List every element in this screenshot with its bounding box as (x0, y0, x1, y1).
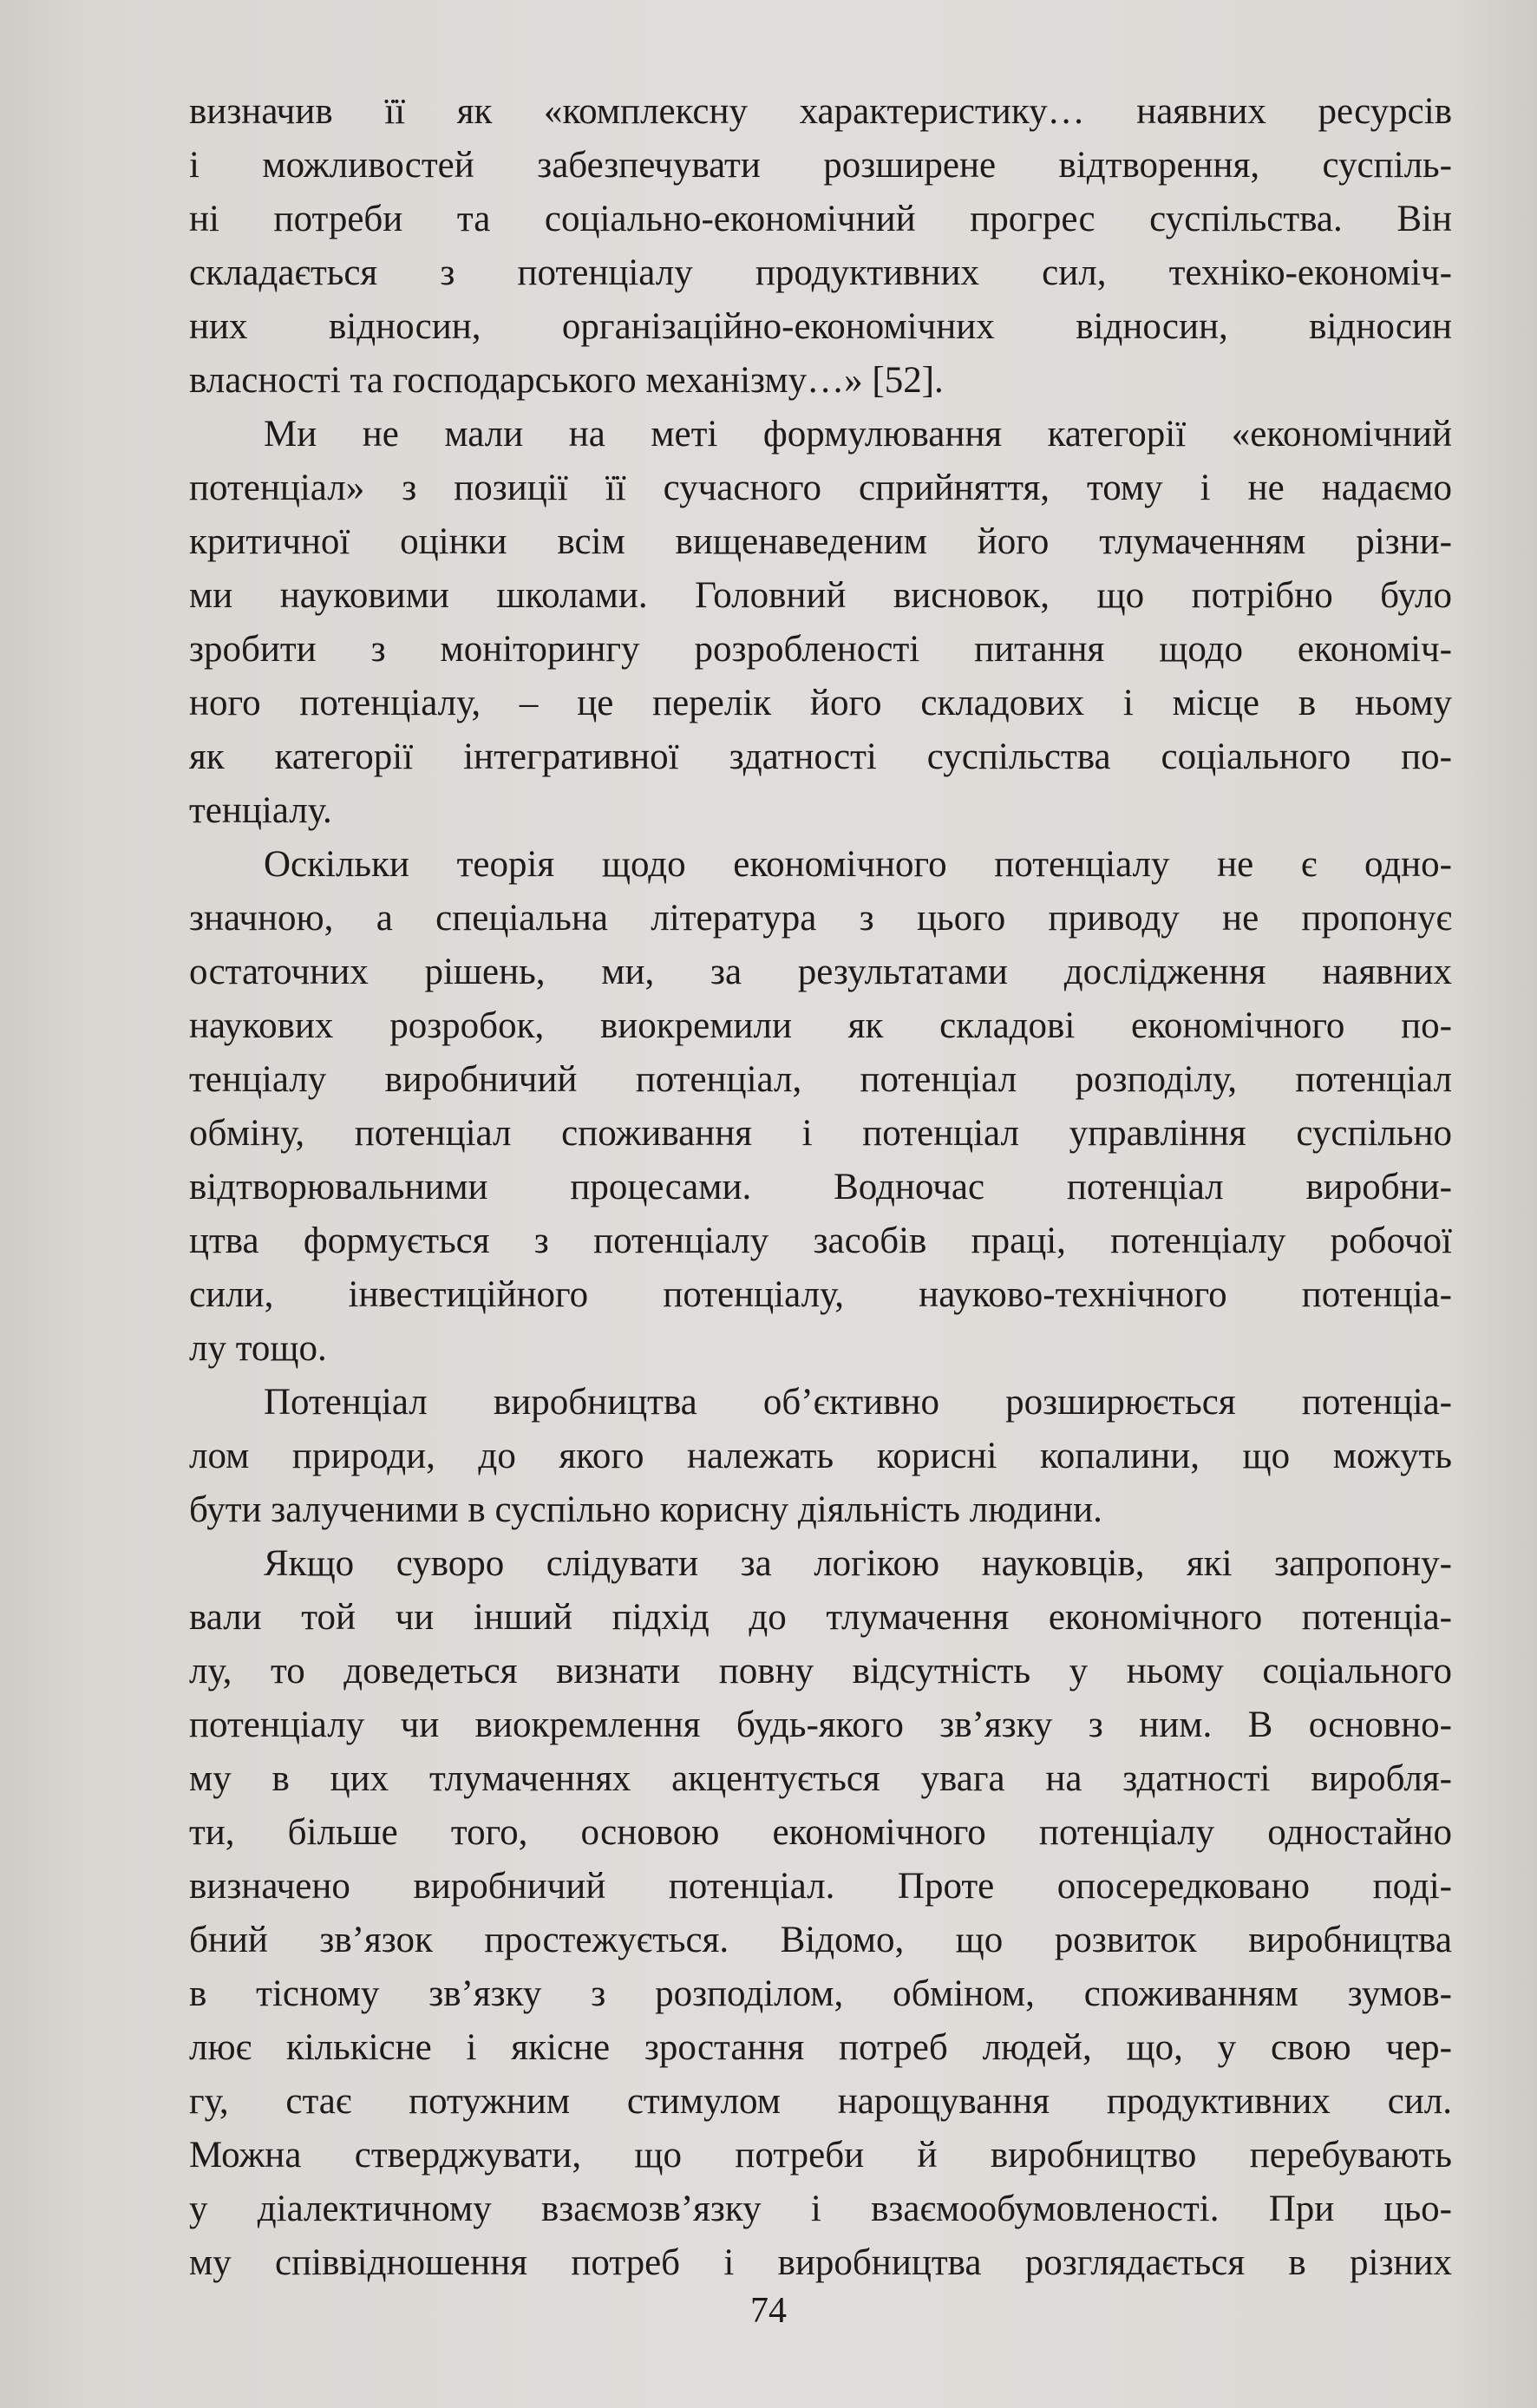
paragraph-3 (189, 838, 1452, 1376)
text-line: му в цих тлумаченнях акцентується увага на здатності виробля- (189, 1758, 1452, 1799)
paragraph-2 (189, 408, 1452, 838)
text-line: лу тощо. (189, 1328, 327, 1369)
text-line: як категорії інтегративної здатності суспільства соціального по- (189, 736, 1452, 777)
text-line: лу, то доведеться визнати повну відсутність у ньому соціального (189, 1651, 1452, 1691)
paragraph-4 (189, 1376, 1452, 1537)
text-line: бути залученими в суспільно корисну діяльність людини. (189, 1489, 1102, 1530)
text-line: зробити з моніторингу розробленості питання щодо економіч- (189, 629, 1452, 670)
text-line: потенціал» з позиції її сучасного сприйняття, тому і не надаємо (189, 468, 1452, 508)
text-line: лює кількісне і якісне зростання потреб людей, що, у свою чер- (189, 2027, 1452, 2068)
text-line: Потенціал виробництва об’єктивно розширюється потенціа- (264, 1382, 1452, 1423)
body-text (189, 85, 1452, 2290)
page-number: 74 (750, 2291, 787, 2331)
text-line: Якщо суворо слідувати за логікою науковців, які запропону- (264, 1543, 1452, 1584)
text-line: них відносин, організаційно-економічних відносин, відносин (189, 306, 1452, 347)
text-line: визначено виробничий потенціал. Проте опосередковано поді- (189, 1866, 1452, 1907)
text-line: гу, стає потужним стимулом нарощування продуктивних сил. (189, 2081, 1452, 2122)
text-line: му співвідношення потреб і виробництва розглядається в різних (189, 2242, 1452, 2283)
text-line: значною, а спеціальна література з цього приводу не пропонує (189, 898, 1452, 939)
text-line: вали той чи інший підхід до тлумачення економічного потенціа- (189, 1597, 1452, 1638)
paragraph-5 (189, 1537, 1452, 2290)
text-line: ми науковими школами. Головний висновок, що потрібно було (189, 575, 1452, 616)
text-line: ти, більше того, основою економічного потенціалу одностайно (189, 1812, 1452, 1853)
text-line: визначив її як «комплексну характеристику… наявних ресурсів (189, 91, 1452, 132)
paragraph-1 (189, 85, 1452, 408)
text-line: сили, інвестиційного потенціалу, науково-технічного потенціа- (189, 1274, 1452, 1315)
text-line: Можна стверджувати, що потреби й виробництво перебувають (189, 2135, 1452, 2176)
text-line: наукових розробок, виокремили як складові економічного по- (189, 1005, 1452, 1046)
text-line: складається з потенціалу продуктивних сил, техніко-економіч- (189, 252, 1452, 293)
text-line: і можливостей забезпечувати розширене відтворення, суспіль- (189, 145, 1452, 186)
text-line: відтворювальними процесами. Водночас потенціал виробни- (189, 1167, 1452, 1207)
text-line: ного потенціалу, – це перелік його складових і місце в ньому (189, 683, 1452, 723)
text-line: лом природи, до якого належать корисні копалини, що можуть (189, 1436, 1452, 1476)
text-line: Ми не мали на меті формулювання категорії «економічний (264, 414, 1452, 455)
text-line: тенціалу. (189, 790, 332, 831)
text-line: у діалектичному взаємозв’язку і взаємообумовленості. При цьо- (189, 2189, 1452, 2229)
text-line: потенціалу чи виокремлення будь-якого зв’язку з ним. В основно- (189, 1705, 1452, 1745)
text-line: ні потреби та соціально-економічний прогрес суспільства. Він (189, 199, 1452, 239)
text-line: Оскільки теорія щодо економічного потенціалу не є одно- (264, 844, 1452, 885)
text-line: критичної оцінки всім вищенаведеним його тлумаченням різни- (189, 521, 1452, 562)
text-line: бний зв’язок простежується. Відомо, що розвиток виробництва (189, 1920, 1452, 1960)
text-line: в тісному зв’язку з розподілом, обміном, споживанням зумов- (189, 1973, 1452, 2014)
text-line: остаточних рішень, ми, за результатами дослідження наявних (189, 952, 1452, 992)
text-line: власності та господарського механізму…» [52]. (189, 360, 944, 401)
text-line: цтва формується з потенціалу засобів праці, потенціалу робочої (189, 1220, 1452, 1261)
text-line: обміну, потенціал споживання і потенціал управління суспільно (189, 1113, 1452, 1154)
text-line: тенціалу виробничий потенціал, потенціал розподілу, потенціал (189, 1059, 1452, 1100)
